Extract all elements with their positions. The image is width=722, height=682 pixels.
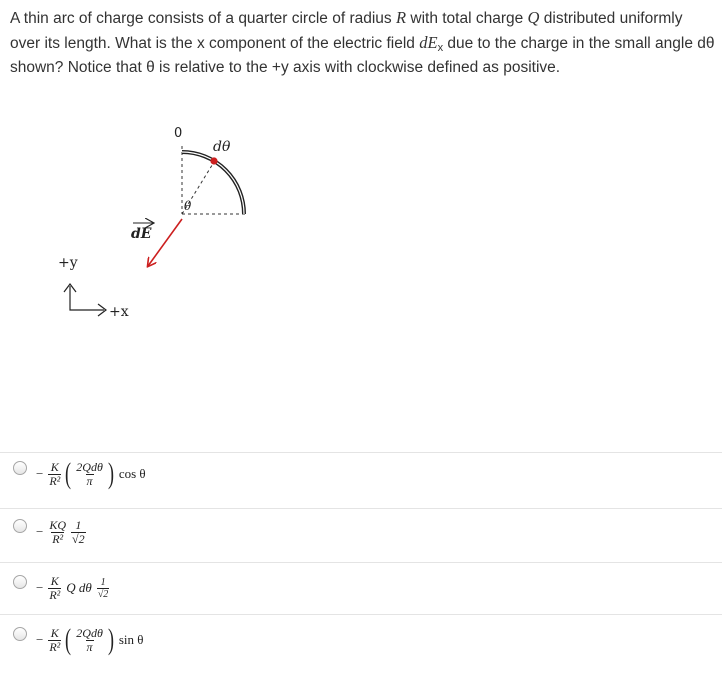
- dtheta-label: dθ: [213, 139, 231, 155]
- option-2-radio[interactable]: [13, 519, 27, 533]
- question-text: A thin arc of charge consists of a quarter circle of radius R with total charge Q distributed uniformly over its length. What is the x component of the electric field $dE_x$ due to the charge in the small angle dθ shown? Notice that θ is relative to the +y axis with clockwise defined as positive.: [10, 8, 715, 76]
- option-4-radio[interactable]: [13, 627, 27, 641]
- theta-label: θ: [184, 199, 192, 213]
- plus-x-label: +x: [109, 304, 129, 320]
- charge-symbol: Q: [527, 8, 540, 27]
- plus-y-label: +y: [58, 255, 78, 271]
- arc-figure: [0, 110, 722, 330]
- field-vector: [148, 219, 182, 266]
- option-3-math: − $\frac{K}{\text{R²}}$ Q dθ $\frac{1}{√2}$: [36, 573, 109, 602]
- option-3-radio[interactable]: [13, 575, 27, 589]
- charge-element: [210, 157, 217, 164]
- option-1-radio[interactable]: [13, 461, 27, 475]
- field-symbol: dE: [419, 33, 438, 52]
- zero-label: 0: [174, 126, 183, 141]
- axes-corner: [70, 286, 104, 310]
- radius-symbol: R: [395, 8, 407, 27]
- option-4-math: − $\frac{K}{\text{R²}}$ ( $\frac{\text{2Qdθ}}{\pi}$ ) sin θ: [36, 623, 144, 656]
- option-2-math: − $\frac{KQ}{\text{R²}}$ $\frac{1}{√2}$: [36, 517, 85, 546]
- field-label: dE: [131, 226, 152, 242]
- option-1-math: − $\frac{K}{\text{R²}}$ ( $\frac{\text{2Qdθ}}{\pi}$ ) cos θ: [36, 457, 146, 490]
